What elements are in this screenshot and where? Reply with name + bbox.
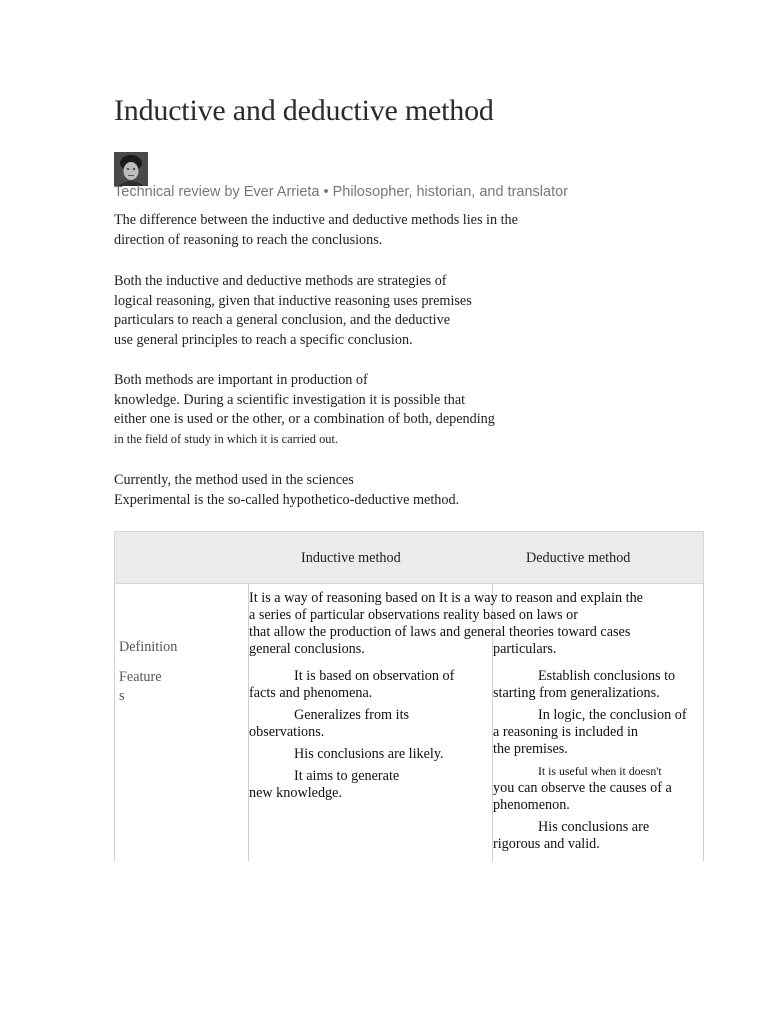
table-header-row — [114, 531, 704, 584]
definition-cell: It is a way of reasoning based on It is a way to reason and explain the a series of particular observations reality based on laws or that allow the production of laws and general theories toward cases general conclusions. — [249, 590, 643, 657]
table-border-left — [114, 583, 115, 861]
list-item: It aims to generate — [294, 768, 400, 784]
current-method-paragraph: Currently, the method used in the sciences Experimental is the so-called hypothetico-deductive method. — [114, 472, 460, 508]
intro-paragraph: The difference between the inductive and deductive methods lies in the direction of reasoning to reach the conclusions. — [114, 212, 518, 248]
list-item: Generalizes from its — [294, 707, 410, 723]
deductive-features-cell: Establish conclusions to starting from generalizations. In logic, the conclusion of a reasoning is included in the premises. It is useful when it doesn't you can observe the causes of a phenomenon. His conclusions are rigorous and valid. — [493, 668, 687, 852]
importance-paragraph: Both methods are important in production of knowledge. During a scientific investigation it is possible that either one is used or the other, or a combination of both, depending in the field of study in which it is carried out. — [114, 372, 495, 446]
comparison-table — [114, 531, 704, 861]
list-item: It is useful when it doesn't — [538, 764, 662, 778]
row-label-features: Feature s — [119, 669, 162, 704]
list-item: Establish conclusions to — [538, 668, 676, 684]
inductive-features-cell: It is based on observation of facts and phenomena. Generalizes from its observations. His conclusions are likely. It aims to generate new knowledge. — [249, 668, 455, 801]
list-item: His conclusions are likely. — [294, 746, 444, 762]
definition-cell-deductive-end: particulars. — [493, 641, 557, 657]
list-item: It is based on observation of — [294, 668, 455, 684]
author-avatar[interactable] — [114, 152, 148, 186]
strategies-paragraph: Both the inductive and deductive methods are strategies of logical reasoning, given that inductive reasoning uses premises particulars to reach a general conclusion, and the deductive use general principles to reach a specific conclusion. — [114, 273, 472, 348]
row-label-definition: Definition — [119, 639, 178, 655]
header-deductive: Deductive method — [526, 550, 631, 566]
list-item: His conclusions are — [538, 819, 650, 835]
list-item: In logic, the conclusion of — [538, 707, 687, 723]
table-border-right — [703, 583, 704, 861]
author-byline[interactable]: Technical review by Ever Arrieta • Philosopher, historian, and translator — [114, 184, 568, 200]
author-portrait-icon — [114, 152, 148, 186]
header-inductive: Inductive method — [301, 550, 401, 566]
page-title: Inductive and deductive method — [114, 94, 494, 127]
